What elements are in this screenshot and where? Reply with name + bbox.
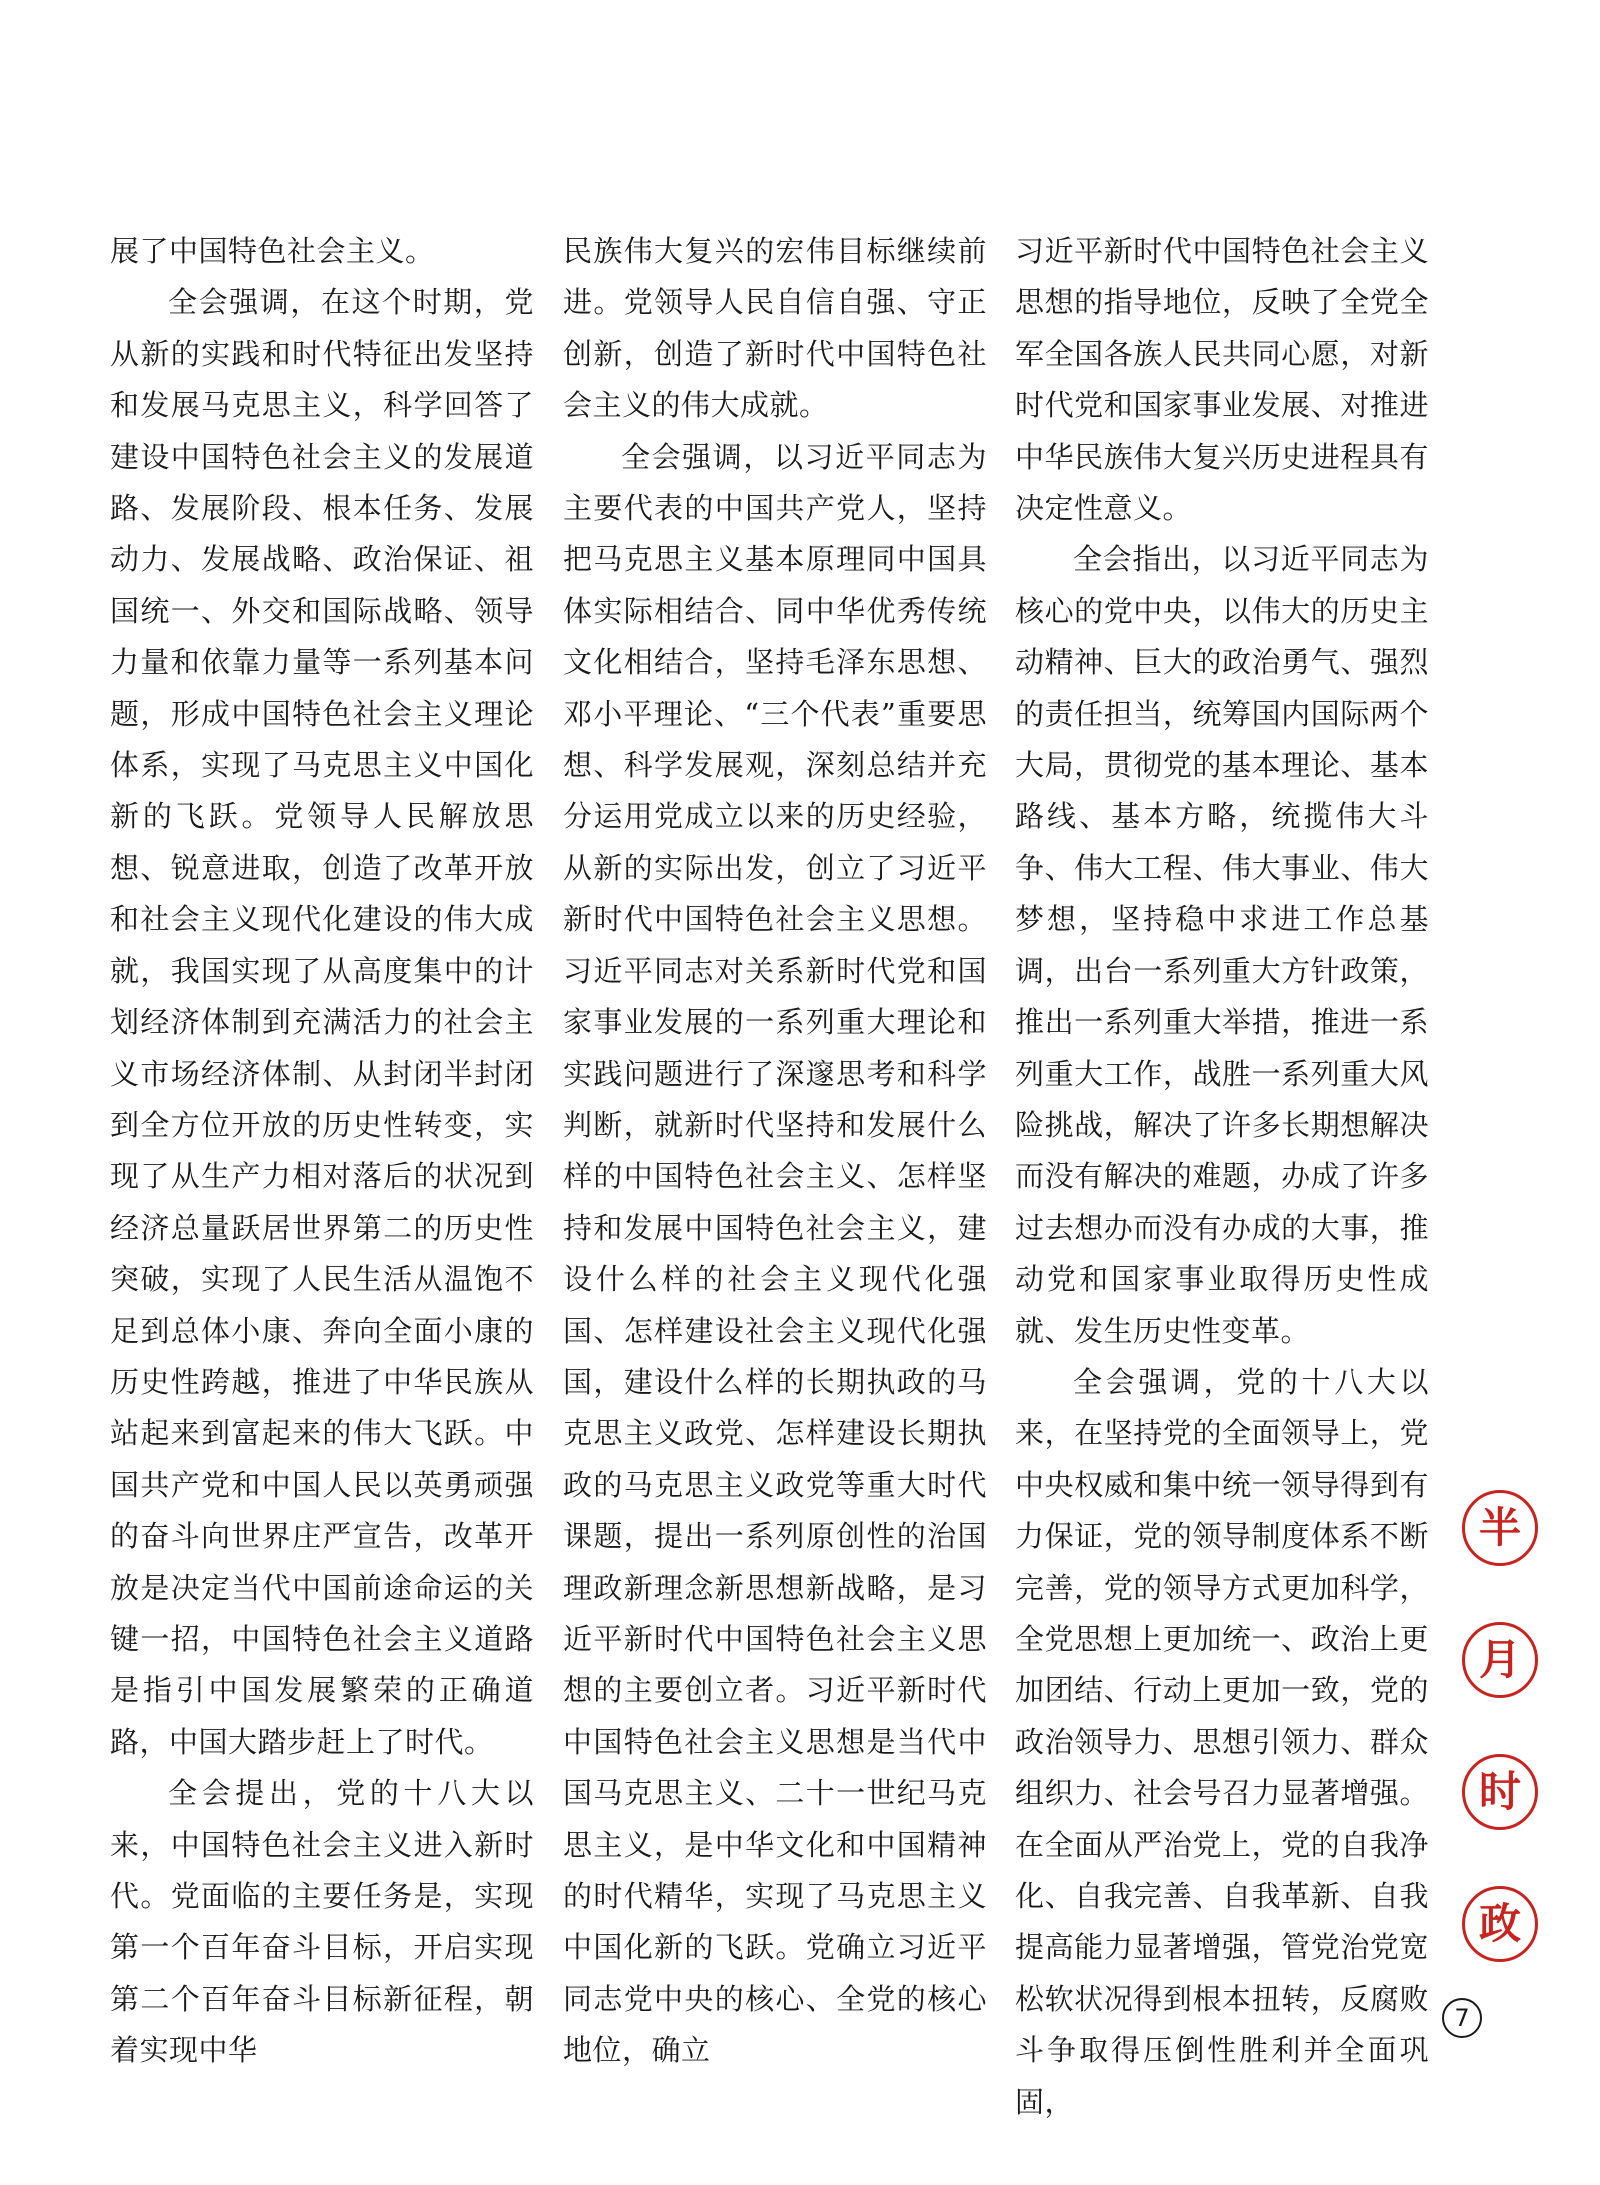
article-column-2	[563, 226, 987, 2077]
paragraph: 习近平新时代中国特色社会主义思想的指导地位，反映了全党全军全国各族人民共同心愿，对新时代党和国家事业发展、对推进中华民族伟大复兴历史进程具有决定性意义。	[1015, 234, 1429, 526]
article-column-1	[110, 226, 534, 2077]
article-column-3	[1015, 226, 1429, 2128]
section-label-banyue-shizheng	[1462, 1490, 1542, 2018]
section-label-char: 月	[1462, 1622, 1538, 1698]
paragraph: 民族伟大复兴的宏伟目标继续前进。党领导人民自信自强、守正创新，创造了新时代中国特色社会主义的伟大成就。	[563, 234, 987, 423]
paragraph: 全会提出，党的十八大以来，中国特色社会主义进入新时代。党面临的主要任务是，实现第一个百年奋斗目标，开启实现第二个百年奋斗目标新征程，朝着实现中华	[110, 1776, 534, 2068]
paragraph: 全会强调，在这个时期，党从新的实践和时代特征出发坚持和发展马克思主义，科学回答了建设中国特色社会主义的发展道路、发展阶段、根本任务、发展动力、发展战略、政治保证、祖国统一、外交和国际战略、领导力量和依靠力量等一系列基本问题，形成中国特色社会主义理论体系，实现了马克思主义中国化新的飞跃。党领导人民解放思想、锐意进取，创造了改革开放和社会主义现代化建设的伟大成就，我国实现了从高度集中的计划经济体制到充满活力的社会主义市场经济体制、从封闭半封闭到全方位开放的历史性转变，实现了从生产力相对落后的状况到经济总量跃居世界第二的历史性突破，实现了人民生活从温饱不足到总体小康、奔向全面小康的历史性跨越，推进了中华民族从站起来到富起来的伟大飞跃。中国共产党和中国人民以英勇顽强的奋斗向世界庄严宣告，改革开放是决定当代中国前途命运的关键一招，中国特色社会主义道路是指引中国发展繁荣的正确道路，中国大踏步赶上了时代。	[110, 285, 534, 1759]
section-label-char: 时	[1462, 1754, 1538, 1830]
paragraph: 全会强调，党的十八大以来，在坚持党的全面领导上，党中央权威和集中统一领导得到有力保证，党的领导制度体系不断完善，党的领导方式更加科学，全党思想上更加统一、政治上更加团结、行动上更加一致，党的政治领导力、思想引领力、群众组织力、社会号召力显著增强。在全面从严治党上，党的自我净化、自我完善、自我革新、自我提高能力显著增强，管党治党宽松软状况得到根本扭转，反腐败斗争取得压倒性胜利并全面巩固，	[1015, 1364, 1429, 2119]
paragraph: 全会强调，以习近平同志为主要代表的中国共产党人，坚持把马克思主义基本原理同中国具体实际相结合、同中华优秀传统文化相结合，坚持毛泽东思想、邓小平理论、“三个代表”重要思想、科学发展观，深刻总结并充分运用党成立以来的历史经验，从新的实际出发，创立了习近平新时代中国特色社会主义思想。习近平同志对关系新时代党和国家事业发展的一系列重大理论和实践问题进行了深邃思考和科学判断，就新时代坚持和发展什么样的中国特色社会主义、怎样坚持和发展中国特色社会主义，建设什么样的社会主义现代化强国、怎样建设社会主义现代化强国，建设什么样的长期执政的马克思主义政党、怎样建设长期执政的马克思主义政党等重大时代课题，提出一系列原创性的治国理政新理念新思想新战略，是习近平新时代中国特色社会主义思想的主要创立者。习近平新时代中国特色社会主义思想是当代中国马克思主义、二十一世纪马克思主义，是中华文化和中国精神的时代精华，实现了马克思主义中国化新的飞跃。党确立习近平同志党中央的核心、全党的核心地位，确立	[563, 439, 987, 2068]
page-number: 7	[1442, 1998, 1482, 2038]
paragraph: 全会指出，以习近平同志为核心的党中央，以伟大的历史主动精神、巨大的政治勇气、强烈的责任担当，统筹国内国际两个大局，贯彻党的基本理论、基本路线、基本方略，统揽伟大斗争、伟大工程、伟大事业、伟大梦想，坚持稳中求进工作总基调，出台一系列重大方针政策，推出一系列重大举措，推进一系列重大工作，战胜一系列重大风险挑战，解决了许多长期想解决而没有解决的难题，办成了许多过去想办而没有办成的大事，推动党和国家事业取得历史性成就、发生历史性变革。	[1015, 542, 1429, 1348]
section-label-char: 半	[1462, 1490, 1538, 1566]
paragraph: 展了中国特色社会主义。	[110, 234, 435, 268]
section-label-char: 政	[1462, 1886, 1538, 1962]
